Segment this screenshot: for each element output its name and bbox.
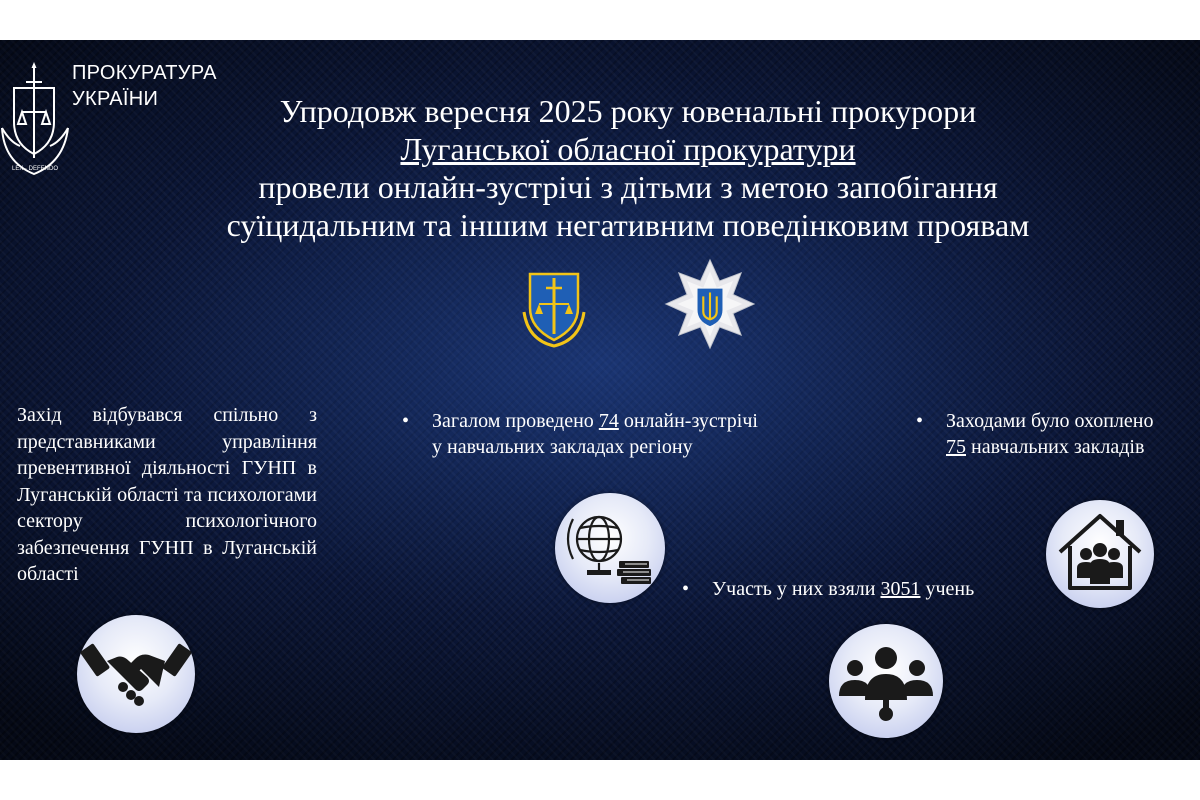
institutions-text-line1: Заходами було охоплено — [946, 410, 1154, 432]
meetings-text-before: Загалом проведено — [432, 410, 599, 432]
handshake-circle — [77, 615, 195, 733]
title-line2: Луганської обласної прокуратури — [400, 131, 856, 167]
page-title — [100, 92, 1156, 244]
students-text-before: Участь у них взяли — [712, 578, 881, 600]
org-name-line1: ПРОКУРАТУРА — [72, 62, 217, 84]
institutions-text-after: навчальних закладів — [966, 436, 1145, 458]
students-text-after: учень — [920, 578, 975, 600]
police-star-icon — [662, 256, 758, 352]
people-group-circle — [829, 624, 943, 738]
joint-event-description: Захід відбувався спільно з представниками управління превентивної діяльності ГУНП в Луганській області та психологами сектору психологічного забезпечення ГУНП в Луганській області — [17, 404, 317, 585]
prosecutor-emblem-icon — [0, 58, 70, 178]
students-count: 3051 — [880, 578, 921, 600]
school-house-circle — [1046, 500, 1154, 608]
globe-books-circle — [555, 493, 665, 603]
people-group-icon — [829, 624, 943, 738]
globe-books-icon — [555, 493, 665, 603]
bullet-marker: • — [916, 410, 924, 432]
slide-background — [0, 40, 1200, 760]
org-name-line2: УКРАЇНИ — [72, 88, 159, 110]
school-house-icon — [1046, 500, 1154, 608]
bullet-marker: • — [682, 578, 690, 600]
logo-motto: LEX · DEFENDO — [11, 166, 59, 172]
bullet-students — [682, 576, 1042, 602]
title-line1: Упродовж вересня 2025 року ювенальні прокурори — [279, 93, 977, 129]
title-line3: провели онлайн-зустрічі з дітьми з метою запобігання — [258, 169, 998, 205]
bullet-meetings — [402, 408, 852, 460]
meetings-text-line2: у навчальних закладах регіону — [432, 436, 693, 458]
bullet-institutions — [916, 408, 1196, 460]
institutions-count: 75 — [946, 436, 966, 458]
prosecutor-shield-icon — [522, 268, 586, 348]
bullet-marker: • — [402, 410, 410, 432]
meetings-text-after: онлайн-зустрічі — [618, 410, 758, 432]
handshake-icon — [77, 615, 195, 733]
title-line4: суїцидальним та іншим негативним поведінковим проявам — [226, 207, 1030, 243]
meetings-count: 74 — [598, 410, 619, 432]
